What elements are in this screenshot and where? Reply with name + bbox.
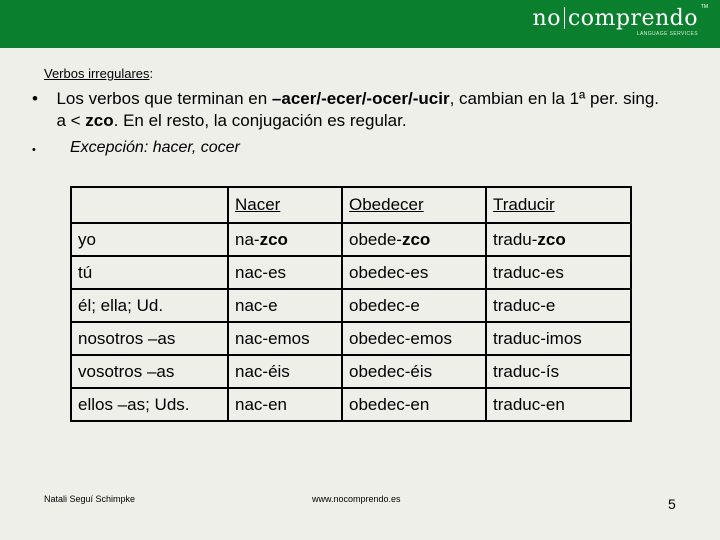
obedecer-cell: obedec-éis	[342, 355, 486, 388]
bullet-exception	[32, 138, 672, 160]
person-cell: ellos –as; Uds.	[71, 388, 228, 421]
person-cell: yo	[71, 223, 228, 256]
traducir-cell: traduc-en	[486, 388, 631, 421]
nacer-cell: nac-en	[228, 388, 342, 421]
rule-endings: –acer/-ecer/-ocer/-ucir	[271, 89, 450, 108]
header-band	[0, 0, 720, 48]
ending: zco	[259, 229, 288, 249]
table-row	[71, 223, 631, 256]
obedecer-cell: obedec-es	[342, 256, 486, 289]
page-number: 5	[668, 496, 676, 512]
person-cell: tú	[71, 256, 228, 289]
table-row	[71, 256, 631, 289]
logo-separator	[564, 7, 565, 29]
table-row	[71, 355, 631, 388]
nacer-cell: nac-es	[228, 256, 342, 289]
table-header-row	[71, 187, 631, 223]
bullet-rule	[32, 88, 672, 132]
table-row	[71, 388, 631, 421]
logo-text-no: no	[532, 6, 561, 31]
nacer-cell: nac-emos	[228, 322, 342, 355]
ending: zco	[537, 229, 566, 249]
person-cell: nosotros –as	[71, 322, 228, 355]
header-cell-obedecer	[342, 187, 486, 223]
table-row	[71, 322, 631, 355]
bullet-dot: •	[32, 89, 38, 108]
header-obedecer: Obedecer	[349, 195, 424, 214]
obedecer-cell: obedec-emos	[342, 322, 486, 355]
obedecer-cell	[342, 223, 486, 256]
footer-url: www.nocomprendo.es	[312, 494, 401, 504]
section-title-colon: :	[149, 66, 154, 81]
stem: na-	[235, 229, 260, 249]
nacer-cell	[228, 223, 342, 256]
nacer-cell: nac-éis	[228, 355, 342, 388]
traducir-cell	[486, 223, 631, 256]
header-cell-empty	[71, 187, 228, 223]
bullet-dot: •	[32, 144, 36, 156]
brand-logo	[532, 4, 708, 44]
logo-text-comprendo: comprendo	[567, 6, 698, 31]
logo-trademark: TM	[700, 4, 708, 10]
obedecer-cell: obedec-e	[342, 289, 486, 322]
stem: tradu-	[493, 229, 538, 249]
logo-tagline: LANGUAGE SERVICES	[636, 31, 698, 37]
bullet-exception-text: Excepción: hacer, cocer	[70, 139, 240, 156]
traducir-cell: traduc-ís	[486, 355, 631, 388]
header-cell-nacer	[228, 187, 342, 223]
traducir-cell: traduc-es	[486, 256, 631, 289]
rule-text-3: . En el resto, la conjugación es regular.	[113, 111, 407, 130]
bullet-rule-text	[56, 88, 672, 132]
traducir-cell: traduc-e	[486, 289, 631, 322]
traducir-cell: traduc-imos	[486, 322, 631, 355]
stem: obede-	[349, 229, 402, 249]
rule-text-2: , cambian en la 1ª per. sing. a <	[56, 89, 660, 130]
section-title	[44, 66, 153, 81]
bullet-list	[32, 88, 672, 160]
footer-author: Natali Seguí Schimpke	[44, 494, 136, 504]
section-title-text: Verbos irregulares	[44, 66, 150, 81]
header-traducir: Traducir	[493, 195, 555, 214]
table-row	[71, 289, 631, 322]
header-nacer: Nacer	[235, 195, 281, 214]
ending: zco	[401, 229, 431, 249]
conjugation-table	[70, 186, 632, 422]
header-cell-traducir	[486, 187, 631, 223]
person-cell: vosotros –as	[71, 355, 228, 388]
person-cell: él; ella; Ud.	[71, 289, 228, 322]
nacer-cell: nac-e	[228, 289, 342, 322]
rule-zco: zco	[85, 111, 114, 130]
rule-text-1: Los verbos que terminan en	[56, 89, 272, 108]
obedecer-cell: obedec-en	[342, 388, 486, 421]
